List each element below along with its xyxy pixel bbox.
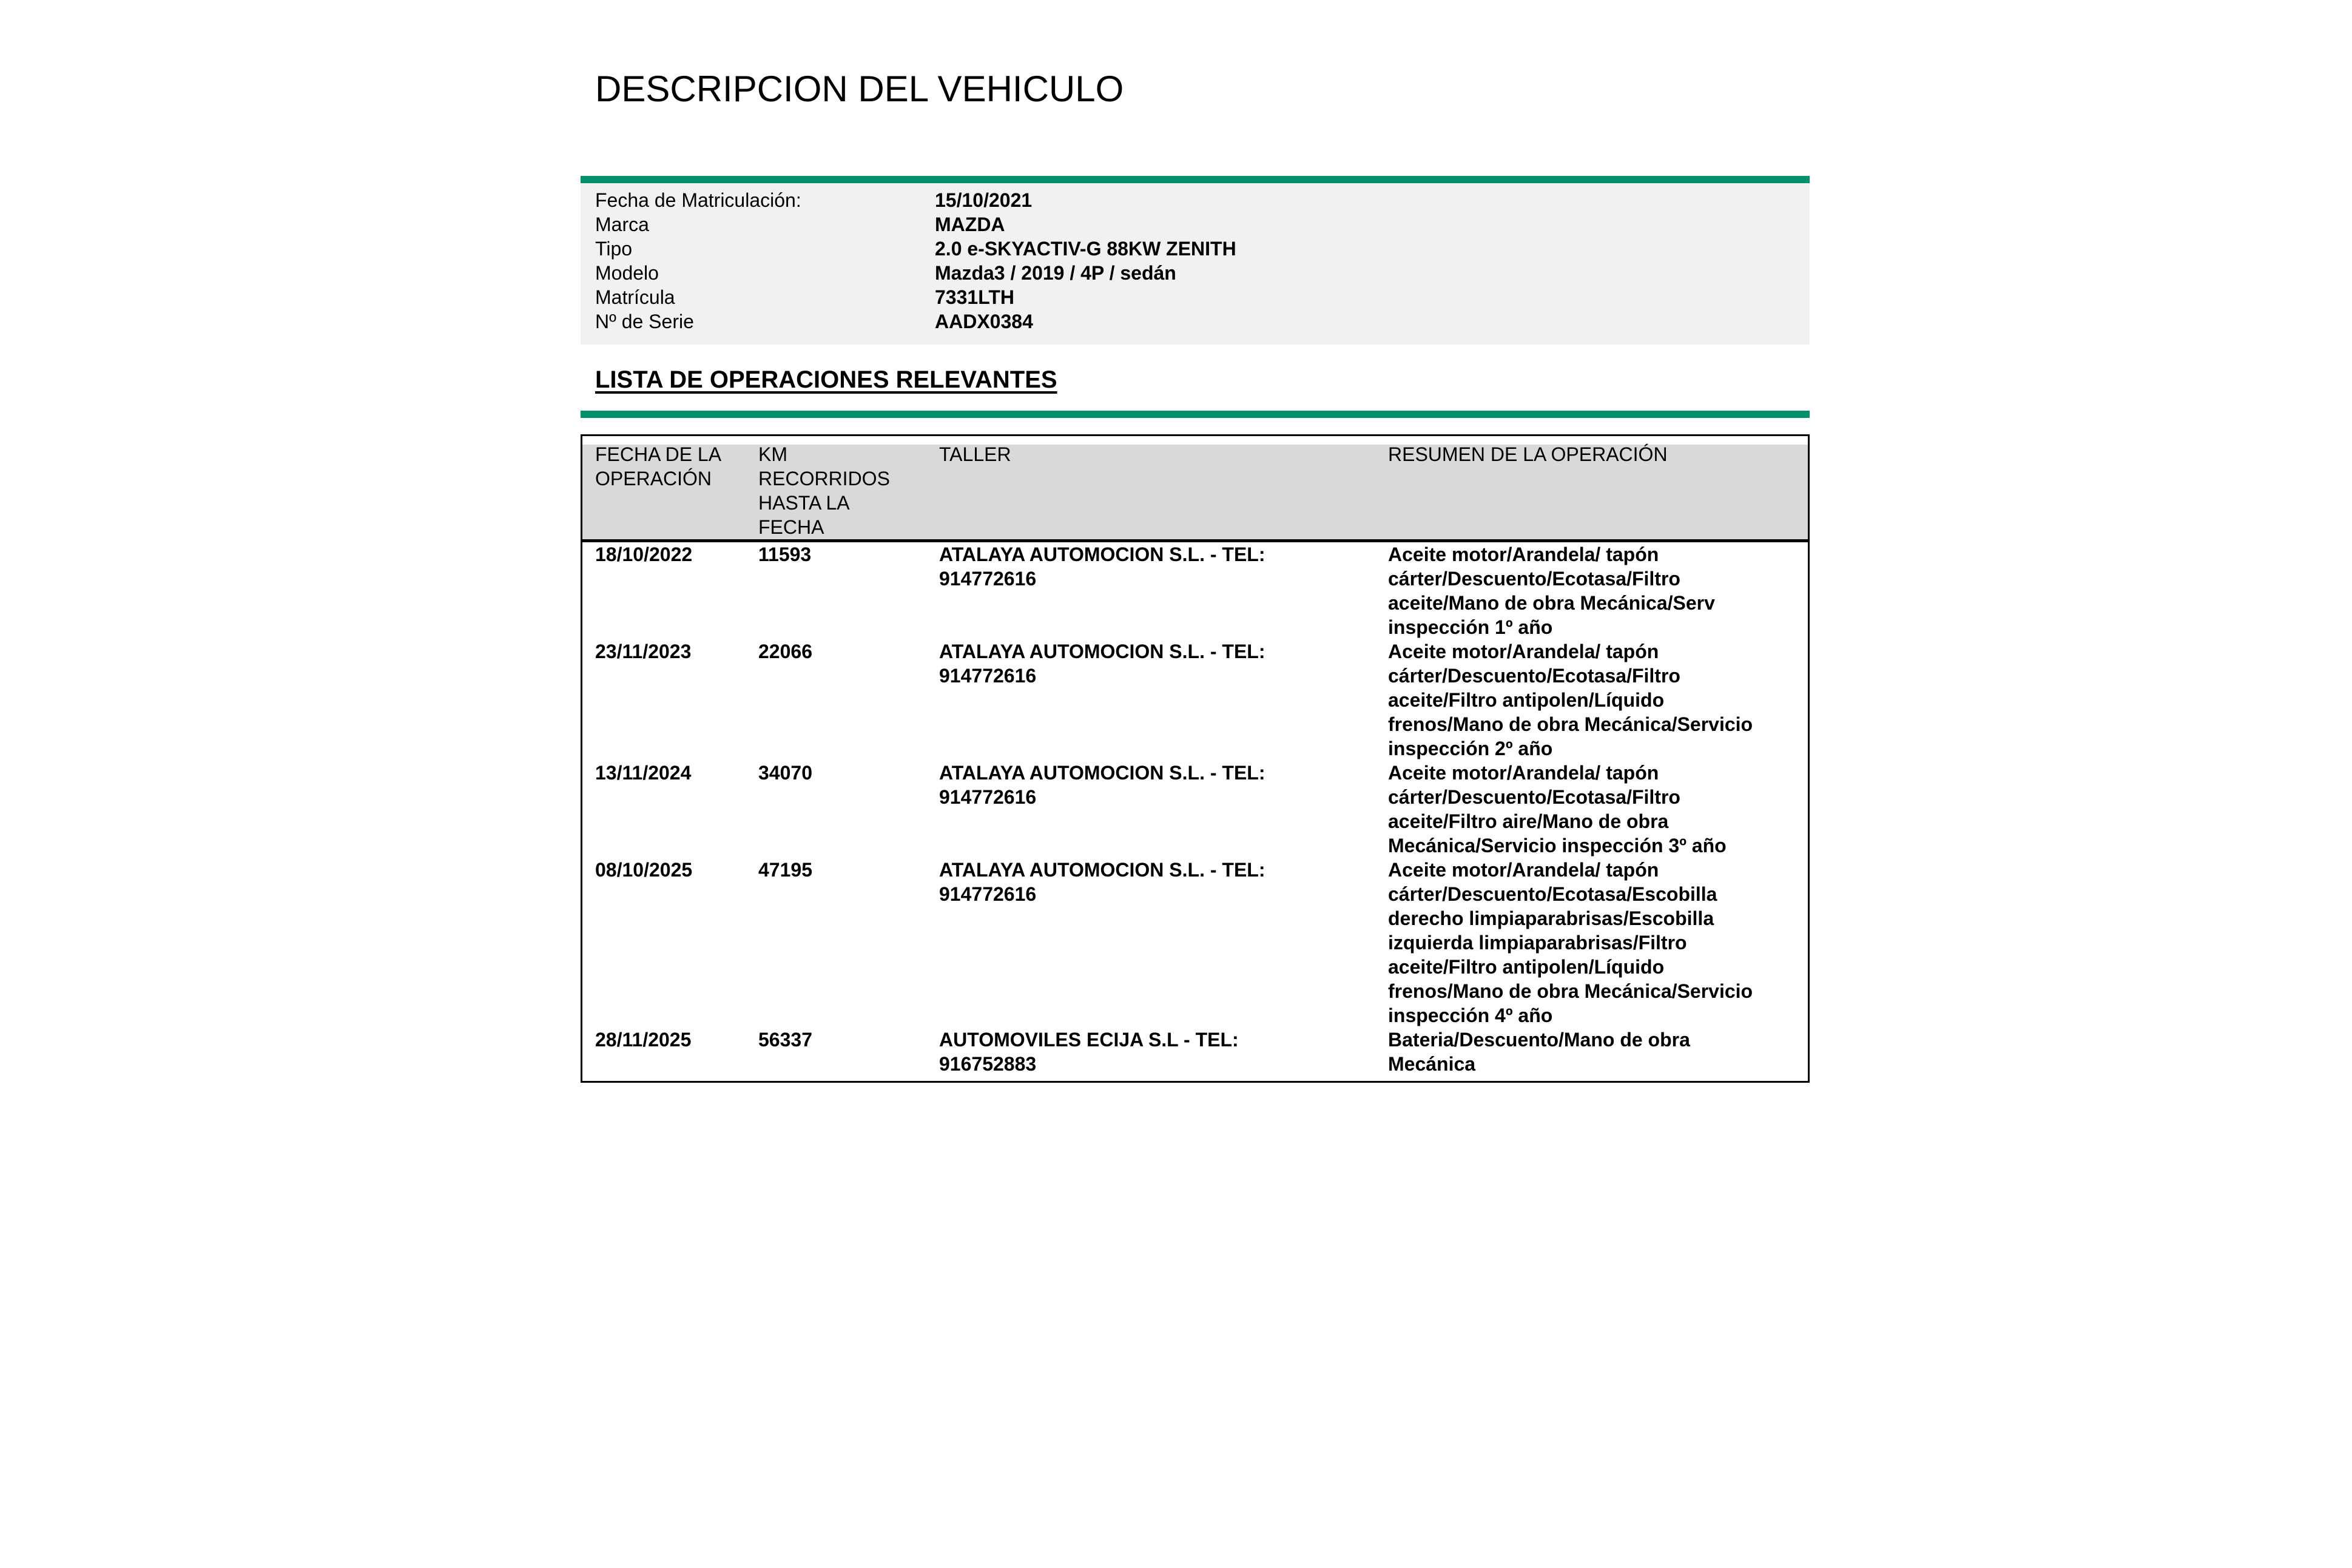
info-label: Modelo xyxy=(595,262,659,284)
info-label: Tipo xyxy=(595,238,633,260)
operations-table xyxy=(581,434,1810,1083)
cell-summary: Aceite motor/Arandela/ tapón cárter/Descuento/Ecotasa/Escobilla derecho limpiaparabrisas/Escobilla izquierda limpiaparabrisas/Filtro aceite/Filtro antipolen/Líquido frenos/Mano de obra Mecánica/Servicio inspección 4º año xyxy=(1388,859,1753,1026)
cell-km: 56337 xyxy=(758,1029,812,1051)
cell-workshop: ATALAYA AUTOMOCION S.L. - TEL: 914772616 xyxy=(939,859,1265,905)
cell-km: 47195 xyxy=(758,859,812,881)
cell-km: 34070 xyxy=(758,762,812,784)
accent-divider xyxy=(581,411,1810,418)
cell-workshop: ATALAYA AUTOMOCION S.L. - TEL: 914772616 xyxy=(939,543,1265,590)
cell-km: 11593 xyxy=(758,543,812,565)
info-value: 15/10/2021 xyxy=(935,189,1033,211)
page-title: DESCRIPCION DEL VEHICULO xyxy=(595,69,1124,109)
cell-date: 23/11/2023 xyxy=(595,641,692,662)
cell-workshop: AUTOMOVILES ECIJA S.L - TEL: 916752883 xyxy=(939,1029,1239,1075)
column-header-workshop: TALLER xyxy=(939,443,1011,465)
cell-summary: Aceite motor/Arandela/ tapón cárter/Descuento/Ecotasa/Filtro aceite/Mano de obra Mecánica/Serv inspección 1º año xyxy=(1388,543,1715,638)
cell-summary: Aceite motor/Arandela/ tapón cárter/Descuento/Ecotasa/Filtro aceite/Filtro antipolen/Líquido frenos/Mano de obra Mecánica/Servicio inspección 2º año xyxy=(1388,641,1753,759)
info-value: MAZDA xyxy=(935,214,1005,235)
info-value: AADX0384 xyxy=(935,311,1033,332)
info-label: Marca xyxy=(595,214,649,235)
cell-date: 28/11/2025 xyxy=(595,1029,692,1051)
info-value: 2.0 e-SKYACTIV-G 88KW ZENITH xyxy=(935,238,1236,260)
cell-date: 13/11/2024 xyxy=(595,762,692,784)
column-header-summary: RESUMEN DE LA OPERACIÓN xyxy=(1388,443,1668,465)
info-value: Mazda3 / 2019 / 4P / sedán xyxy=(935,262,1176,284)
cell-summary: Aceite motor/Arandela/ tapón cárter/Descuento/Ecotasa/Filtro aceite/Filtro aire/Mano de obra Mecánica/Servicio inspección 3º año xyxy=(1388,762,1727,856)
cell-km: 22066 xyxy=(758,641,812,662)
accent-divider xyxy=(581,176,1810,183)
info-label: Matrícula xyxy=(595,286,675,308)
cell-summary: Bateria/Descuento/Mano de obra Mecánica xyxy=(1388,1029,1690,1075)
cell-workshop: ATALAYA AUTOMOCION S.L. - TEL: 914772616 xyxy=(939,641,1265,687)
vehicle-info-panel xyxy=(581,183,1810,345)
cell-workshop: ATALAYA AUTOMOCION S.L. - TEL: 914772616 xyxy=(939,762,1265,808)
table-header xyxy=(582,445,1808,542)
info-label: Nº de Serie xyxy=(595,311,694,332)
column-header-date: FECHA DE LA OPERACIÓN xyxy=(595,443,722,490)
column-header-km: KM RECORRIDOS HASTA LA FECHA xyxy=(758,443,890,538)
cell-date: 08/10/2025 xyxy=(595,859,693,881)
info-value: 7331LTH xyxy=(935,286,1015,308)
cell-date: 18/10/2022 xyxy=(595,543,693,565)
section-title-operations: LISTA DE OPERACIONES RELEVANTES xyxy=(595,366,1057,393)
info-label: Fecha de Matriculación: xyxy=(595,189,801,211)
